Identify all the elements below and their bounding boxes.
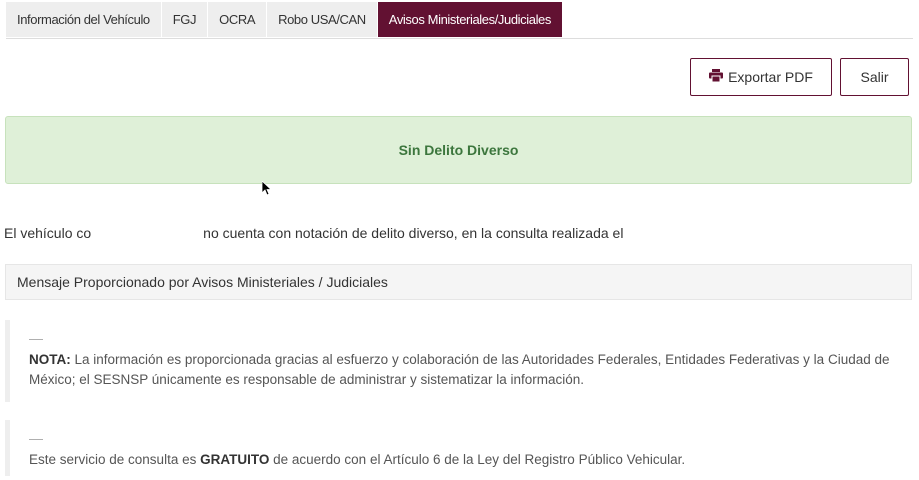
free-service-before: Este servicio de consulta es: [29, 452, 197, 467]
free-service-text: [29, 450, 907, 470]
note-body: La información es proporcionada gracias al esfuerzo y colaboración de las Autoridades Federales, Entidades Federativas y la Ciudad de México; el SESNSP únicamente es responsable de administrar y sistematizar la información.: [29, 352, 890, 387]
tab-bar: [6, 2, 913, 39]
free-service-block: [5, 420, 907, 476]
free-service-dash: —: [29, 430, 43, 446]
print-icon: [709, 69, 723, 85]
free-service-after: de acuerdo con el Artículo 6 de la Ley del Registro Público Vehicular.: [273, 452, 686, 467]
tab-ocra[interactable]: OCRA: [208, 2, 266, 37]
exit-label: Salir: [860, 69, 889, 85]
message-panel-title: Mensaje Proporcionado por Avisos Ministeriales / Judiciales: [17, 274, 388, 290]
note-label: NOTA:: [29, 352, 71, 367]
tab-informacion-vehiculo[interactable]: Información del Vehículo: [6, 2, 161, 37]
tab-robo-usa-can[interactable]: Robo USA/CAN: [267, 2, 377, 37]
export-pdf-label: Exportar PDF: [728, 69, 813, 85]
result-sentence-start: El vehículo co: [4, 225, 92, 241]
tab-fgj[interactable]: FGJ: [162, 2, 207, 37]
tab-avisos-ministeriales[interactable]: Avisos Ministeriales/Judiciales: [378, 2, 562, 37]
mouse-cursor-icon: [262, 181, 272, 201]
status-alert: [5, 116, 912, 184]
note-block: [5, 320, 907, 402]
note-text: [29, 350, 907, 390]
free-service-bold: GRATUITO: [200, 452, 270, 467]
result-sentence-end: no cuenta con notación de delito diverso, en la consulta realizada el: [203, 225, 624, 241]
export-pdf-button[interactable]: [690, 58, 832, 96]
message-panel-heading: [5, 264, 912, 300]
status-alert-text: Sin Delito Diverso: [398, 142, 519, 158]
result-sentence: [4, 225, 623, 241]
exit-button[interactable]: [840, 58, 909, 96]
note-dash: —: [29, 330, 43, 346]
